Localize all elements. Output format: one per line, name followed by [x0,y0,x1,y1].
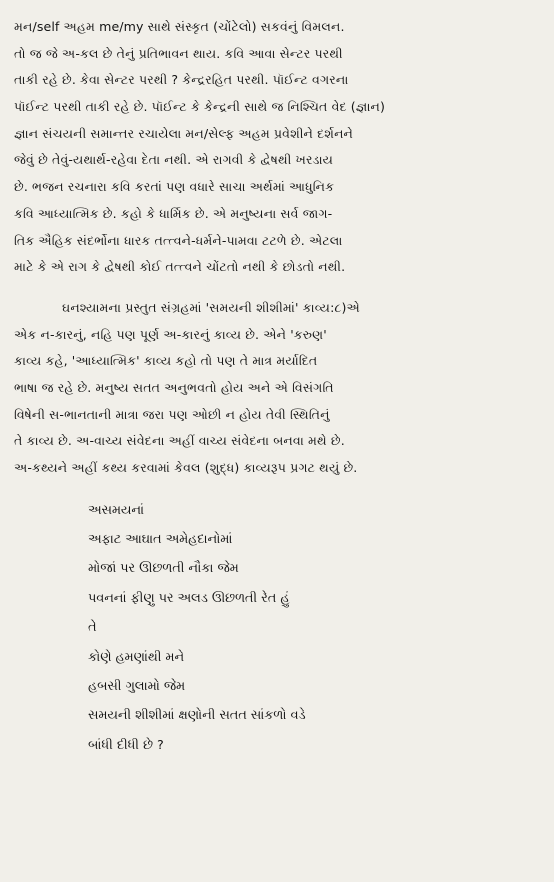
paragraph-line: જ્ઞાન સંચયની સમાન્તર રચાયેલા મન/સેલ્ફ અહમ પ્રવેશીને દર્શનને [14,125,354,141]
paragraph-line: મન/self અહમ me/my સાથે સંસ્કૃત (ચોંટેલો) સકવંનું વિમલન. [14,19,345,34]
poem-line: કોણે હમણાંથી મને [88,649,184,665]
paragraph-line: કાવ્ય કહે, 'આધ્યાત્મિક' કાવ્ય કહો તો પણ તે માત્ર મર્યાદિત [14,353,318,369]
poem-line: હબસી ગુલામો જેમ [88,679,186,695]
paragraph-line: છે. ભજન રચનારા કવિ કરતાં પણ વધારે સાચા અર્થમાં આધુનિક [14,179,335,195]
paragraph-line: તો જ જે અ-કલ છે તેનું પ્રતિભાવન થાય. કવિ આવા સેન્ટર પરથી [14,45,343,61]
paragraph-1 [14,14,542,281]
poem-line: મોજાં પર ઊછળતી નૌકા જેમ [88,561,239,577]
poem-line: બાંધી દીધી છે ? [88,737,164,753]
poem-line: સમયની શીશીમાં ક્ષણોની સતત સાંકળો વડે [88,708,306,724]
paragraph-line: પૉઈન્ટ પરથી તાકી રહે છે. પૉઈન્ટ કે કેન્દ્રની સાથે જ નિશ્ચિત વેદ (જ્ઞાન) [14,99,385,115]
poem-line: અફાટ આઘાત અમેહદાનોમાં [88,532,233,548]
paragraph-line: વિષેની સ-ભાનતાની માત્રા જરા પણ ઓછી ન હોય તેવી સ્થિતિનું [14,406,330,422]
poem-quote [14,496,542,761]
paragraph-line: તિક ઐહિક સંદર્ભોના ધારક તત્ત્વને-ધર્મને-પામવા ટટળે છે. એટલા [14,232,343,248]
paragraph-line: જેવું છે તેવું-યથાર્થ-રહેવા દેતા નથી. એ રાગવી કે દ્વેષથી ખરડાય [14,152,334,168]
paragraph-line: ઘનશ્યામના પ્રસ્તુત સંગ્રહમાં 'સમયની શીશીમાં' કાવ્ય:૮)એ [62,299,360,315]
poem-line: તે [88,620,97,636]
poem-line: અસમયનાં [88,502,145,518]
paragraph-line: અ-કથ્યને અહીં કથ્ય કરવામાં કેવલ (શુદ્ધ) કાવ્યરૂપ પ્રગટ થયું છે. [14,460,358,475]
paragraph-line: તે કાવ્ય છે. અ-વાચ્ય સંવેદના અહીં વાચ્ય સંવેદના બનવા મથે છે. [14,433,345,449]
paragraph-line: એક ન-કારનું, નહિ પણ પૂર્ણ અ-કારનું કાવ્ય છે. એને 'કરુણ' [14,326,327,342]
paragraph-line: માટે કે એ રાગ કે દ્વેષથી કોઈ તત્ત્વને ચોંટતો નથી કે છોડતો નથી. [14,259,346,275]
paragraph-line: કવિ આધ્યાત્મિક છે. કહો કે ધાર્મિક છે. એ મનુષ્યના સર્વ જાગ- [14,205,333,221]
paragraph-2 [14,295,542,482]
poem-line: પવનનાં ફીણુ પર અલડ ઊછળતી રેત હું [88,590,290,606]
paragraph-line: ભાષા જ રહે છે. મનુષ્ય સતત અનુભવતો હોય અને એ વિસંગતિ [14,379,334,395]
paragraph-line: તાકી રહે છે. કેવા સેન્ટર પરથી ? કેન્દ્રરહિત પરથી. પૉઈન્ટ વગરના [14,72,349,88]
